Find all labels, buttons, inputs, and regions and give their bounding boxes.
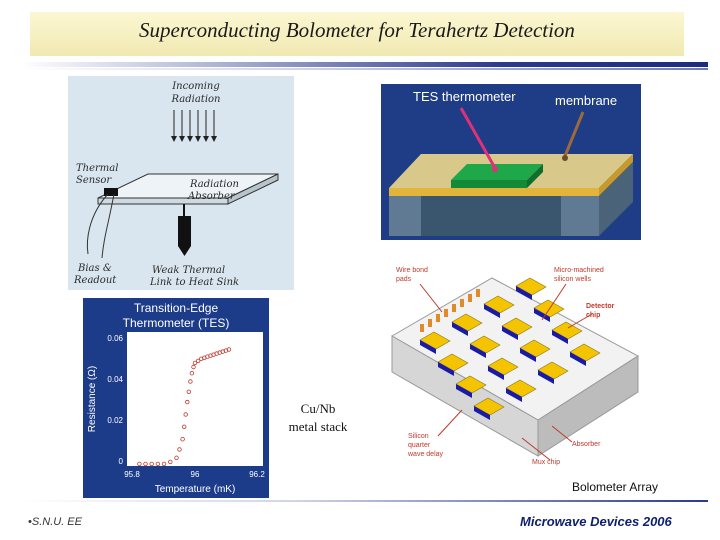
absorber-label-1: Radiation [190, 179, 239, 190]
slide-title: Superconducting Bolometer for Terahertz Detection [139, 18, 575, 42]
tes-thermometer-label: TES thermometer [413, 89, 516, 104]
bias-label-2: Readout [74, 275, 117, 286]
y-tick-label: 0.06 [107, 334, 123, 343]
micro-label-1: Micro-machined [554, 267, 604, 274]
metal-stack-caption [276, 400, 360, 436]
x-tick-label: 95.8 [124, 470, 140, 479]
bolometer-array-figure [382, 260, 644, 486]
x-axis-label: Temperature (mK) [154, 484, 236, 495]
incoming-label-1: Incoming [172, 81, 220, 92]
micro-label-2: silicon wells [554, 276, 591, 283]
chart-title-2: Thermometer (TES) [122, 316, 230, 330]
y-tick-label: 0 [118, 457, 123, 466]
metal-stack-caption-line1: Cu/Nb [300, 401, 336, 416]
x-tick-label: 96.2 [249, 470, 265, 479]
mux-label: Mux chip [532, 459, 561, 466]
silicon-label-2: quarter [408, 442, 431, 449]
title-rule-thin [20, 68, 708, 70]
footer-left-text: •S.N.U. EE [28, 516, 82, 528]
metal-stack-caption-line2: metal stack [288, 419, 348, 434]
link-label-1: Weak Thermal [152, 265, 226, 276]
y-tick-label: 0.04 [107, 375, 123, 384]
absorber-label-2: Absorber [188, 191, 235, 202]
footer-course-text: Microwave Devices 2006 [520, 514, 672, 529]
wire-bond-label-1: Wire bond [396, 267, 428, 274]
weak-thermal-link [178, 216, 191, 246]
footer-rule [20, 500, 708, 502]
y-axis-label: Resistance (Ω) [87, 365, 98, 433]
bias-label-1: Bias & [78, 263, 112, 274]
title-rule [20, 62, 708, 67]
thermal-sensor [104, 188, 118, 196]
bolometer-array-caption: Bolometer Array [571, 480, 659, 494]
transition-edge-chart [83, 298, 269, 498]
detector-label-1: Detector [586, 303, 615, 310]
chart-title-1: Transition-Edge [133, 301, 219, 315]
silicon-label-3: wave delay [408, 451, 444, 458]
tes-sensor-block [451, 164, 543, 180]
silicon-label-1: Silicon [408, 433, 429, 440]
detector-label-2: chip [586, 312, 601, 319]
y-tick-label: 0.02 [107, 416, 123, 425]
incoming-label-2: Radiation [171, 94, 221, 105]
link-label-2: Link to Heat Sink [150, 277, 240, 288]
wire-bond-label-2: pads [396, 276, 412, 283]
absorber-label: Absorber [572, 441, 601, 448]
radiation-arrows [174, 110, 214, 138]
tes-membrane-figure [381, 84, 641, 240]
sensor-label-1: Thermal [76, 163, 119, 174]
plot-area [127, 332, 263, 466]
membrane-label: membrane [555, 93, 618, 108]
footer-affiliation: S.N.U. EE [31, 516, 82, 528]
x-tick-label: 96 [190, 470, 200, 479]
bolometer-schematic-figure [68, 76, 294, 290]
sensor-label-2: Sensor [76, 175, 112, 186]
